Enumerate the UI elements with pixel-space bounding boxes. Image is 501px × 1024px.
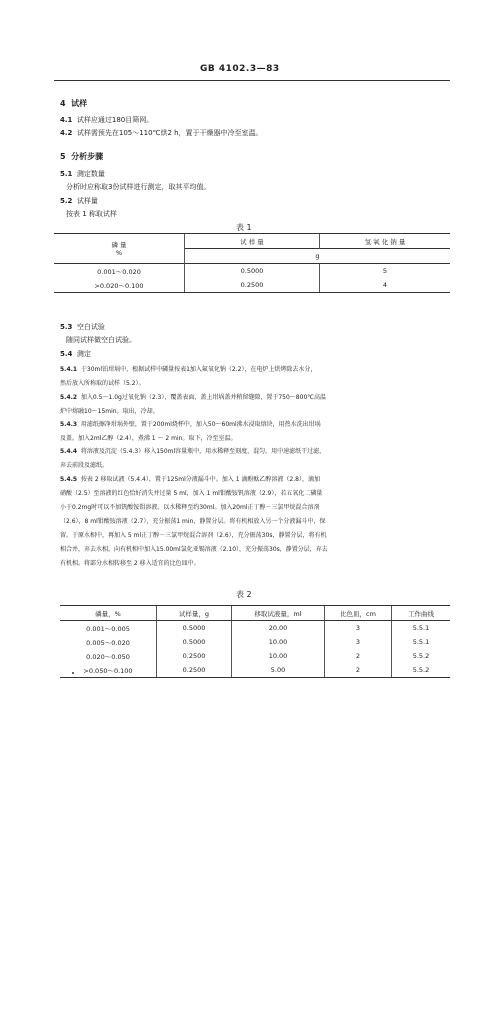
clause-5-1-text: 分析时应称取3份试样进行测定，取其平均值。 [66,183,211,191]
section-number: 5 [60,152,66,161]
clause-number: 5.4.2 [60,394,78,401]
table-2-caption: 表 2 [236,590,252,599]
table-cell: 5.00 [232,663,325,678]
clause-5-1-heading [60,169,105,179]
clause-5-4-5-line6: 相合并，弃去水相。向有机相中加入15.00ml氯化亚锡溶液（2.10），充分振荡30s，静置分层，弃去 [60,546,328,553]
clause-title: 测定 [76,350,91,358]
clause-5-4-4-line [60,446,325,455]
clause-number: 5.4.3 [60,421,78,428]
clause-5-4-1-line2: 然后放入所称取的试样（5.2）。 [60,380,145,387]
clause-text: 试样应通过180目筛网。 [76,116,154,124]
table-row [60,649,450,663]
clause-number: 5.4.5 [60,476,78,483]
clause-5-4-2-line2: 炉中熔融10～15min。取出，冷却。 [60,408,159,415]
table-cell: 0.5000 [157,621,232,636]
table-cell: 0.2500 [185,278,320,293]
table-cell: 4 [320,278,451,293]
clause-5-4-5-line [60,474,320,483]
col-header-sample-mass: 试 样 量 [185,234,320,249]
table-header-cell: 试样量，g [157,606,232,621]
table-row [60,621,450,636]
section-4-heading [60,98,87,109]
table-row [54,264,450,279]
table-cell: 0.001～0.020 [54,264,185,279]
table-header-row [54,234,450,249]
clause-title: 试样量 [76,197,98,205]
clause-number: 5.3 [60,323,73,331]
col-unit-gram: g [185,249,451,264]
table-cell: 5.5.2 [392,649,451,663]
col-header-phosphorus: 磷 量 [111,241,127,249]
clause-number: 4.2 [60,129,73,137]
clause-5-4-2-line [60,392,326,401]
table-header-row [60,606,450,621]
clause-4-2 [60,128,263,138]
table-header-cell: 工作曲线 [392,606,451,621]
table-row [54,278,450,293]
clause-5-4-5-line5: 留。于原水相中，再加入 5 ml正丁醇－三氯甲烷混合溶剂（2.6），充分振荡30s，静置分层，将有机 [60,532,327,539]
table-header-cell [54,234,185,264]
clause-5-4-3-line [60,419,321,428]
table-row [60,635,450,649]
header-rule [54,80,450,81]
table-cell: 5.5.1 [392,635,451,649]
table-cell: 0.020～0.050 [86,652,130,661]
table-cell: 5 [320,264,451,279]
clause-number: 5.4 [60,350,73,358]
table-cell: 20.00 [232,621,325,636]
clause-text: 按表 2 移取试液（5.4.4），置于125ml分液漏斗中。加入 1 滴酚酞乙醇溶液（2.8），滴加 [80,476,320,483]
section-5-heading [60,151,103,162]
clause-text: 加入0.5～1.0g过氧化钠（2.3），覆盖表面，盖上坩埚盖并稍留缝隙，置于750～800℃高温 [80,394,327,401]
scan-speck [72,672,74,674]
clause-text: 用滤纸擦净坩埚外壁，置于200ml烧杯中，加入50～60ml沸水浸取熔块，用热水洗出坩埚 [80,421,321,428]
clause-5-4-5-line7: 有机相。将部分水相转移至 2 移入适宜的比色皿中。 [60,560,200,567]
table-header-cell: 比色皿，cm [325,606,392,621]
clause-number: 5.1 [60,170,73,178]
clause-title: 空白试验 [76,323,105,331]
table-cell: 10.00 [232,635,325,649]
clause-5-3-heading [60,322,105,332]
clause-number: 5.4.1 [60,366,78,373]
table-cell: 5.5.2 [392,663,451,678]
clause-number: 5.2 [60,197,73,205]
table-cell: 10.00 [232,649,325,663]
table-cell: 0.005～0.020 [86,638,130,647]
clause-5-3-text: 随同试样做空白试验。 [66,336,136,344]
clause-5-4-4-line2: 弃去前段及滤纸。 [60,462,109,469]
table-cell: 3 [325,621,392,636]
table-cell: >0.020～0.100 [54,278,185,293]
clause-4-1 [60,115,153,125]
table-2 [60,605,450,678]
clause-text: 试样需预先在105～110℃烘2 h，置于干燥器中冷至室温。 [76,129,263,137]
section-number: 4 [60,99,66,108]
col-header-naoh: 氢 氧 化 钠 量 [320,234,451,249]
table-1 [54,233,450,293]
table-cell: 0.2500 [157,663,232,678]
table-cell: 2 [325,649,392,663]
clause-title: 测定数量 [76,170,105,178]
table-cell: >0.050～0.100 [60,663,157,678]
clause-5-4-3-line2: 及盖。加入2ml乙醇（2.4），煮沸 1 ～ 2 min。取下，冷至室温。 [60,435,237,442]
clause-number: 4.1 [60,116,73,124]
clause-5-4-5-line3: 小于0.2mg时可以不加钒酸铵钼溶液。以水稀释至约30ml。加入20ml正丁醇－三氯甲烷混合溶剂 [60,504,320,511]
clause-number: 5.4.4 [60,448,78,455]
table-cell: 0.2500 [157,649,232,663]
clause-5-2-text: 按表 1 称取试样 [66,210,117,218]
clause-5-4-5-line4: （2.6），8 ml钼酸铵溶液（2.7），充分振荡1 min，静置分层。将有机相放入另一个分液漏斗中，保 [60,518,326,525]
table-row [60,663,450,678]
clause-5-4-heading [60,349,91,359]
clause-5-4-5-line2: 硝酸（2.5）至溶液的红色恰好消失并过量 5 ml，加入 1 ml钼酸铵钒溶液（2.9），若五氧化二磷量 [60,490,323,497]
clause-5-4-1-line [60,364,316,373]
clause-text: 将溶液及沉淀（5.4.3）移入150ml容量瓶中，用水稀释至刻度，混匀。用中速滤纸干过滤， [80,448,326,455]
table-cell: 0.5000 [185,264,320,279]
table-1-caption: 表 1 [236,223,252,232]
clause-text: 于30ml铂坩埚中，根据试样中磷量按表1加入氟氧化钠（2.2），在电炉上烘烤除去水分， [80,366,317,373]
table-cell: 2 [325,663,392,678]
table-header-cell: 磷量，% [60,606,157,621]
section-title: 分析步骤 [71,152,104,161]
standard-number: GB 4102.3—83 [200,64,280,74]
table-cell: 0.001～0.005 [86,624,130,633]
section-title: 试样 [71,99,88,108]
table-cell: 0.5000 [157,635,232,649]
table-header-cell: 移取试液量，ml [232,606,325,621]
clause-5-2-heading [60,196,98,206]
table-cell: 3 [325,635,392,649]
table-cell: 5.5.1 [392,621,451,636]
col-unit-percent: % [115,249,123,257]
